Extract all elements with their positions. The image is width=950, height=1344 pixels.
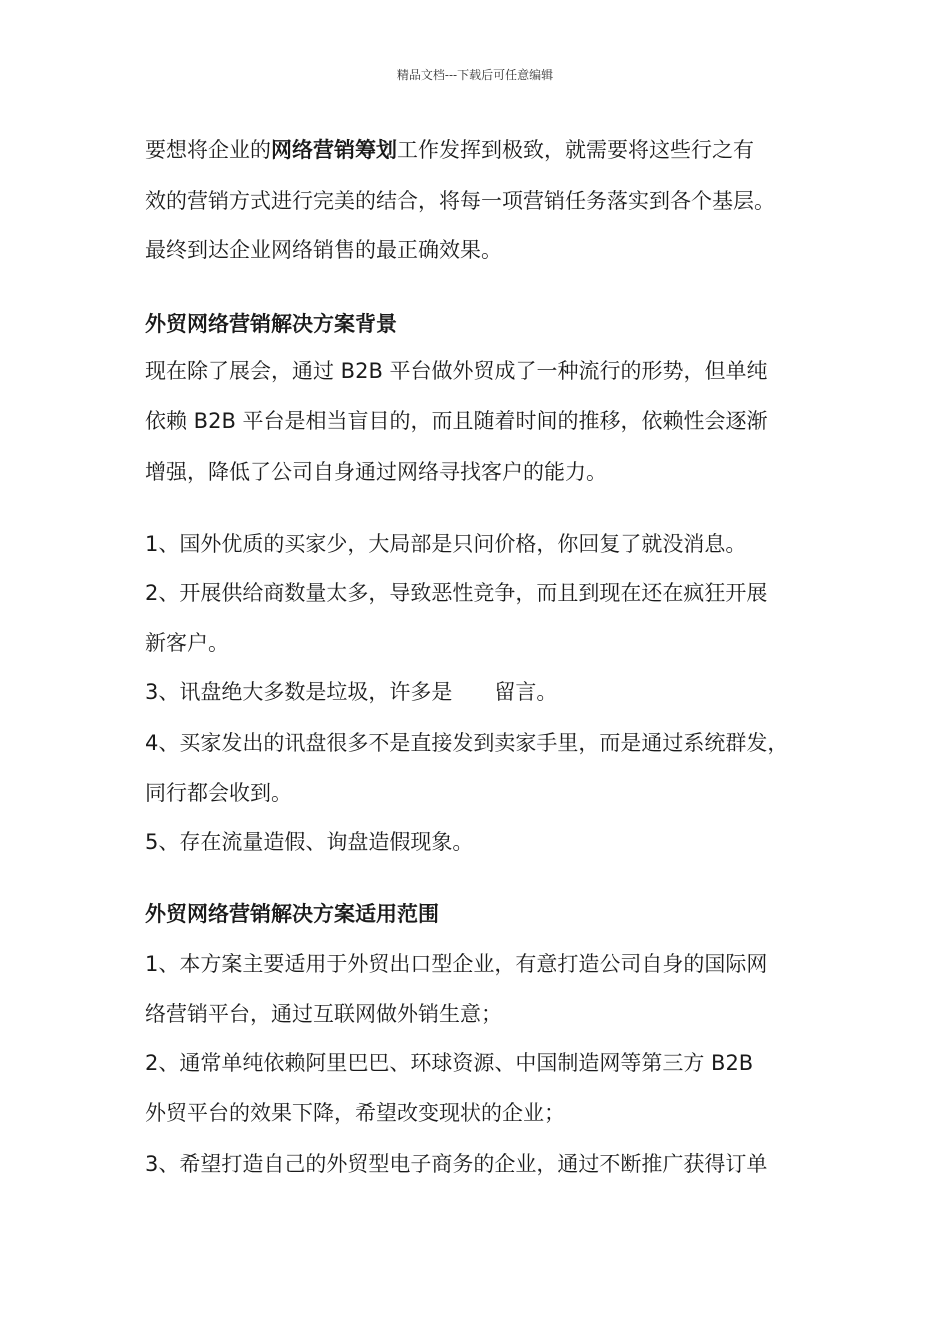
list-item: 新客户。 [145,631,229,655]
list-item: 2、通常单纯依赖阿里巴巴、环球资源、中国制造网等第三方 B2B [145,1051,754,1075]
section-heading: 外贸网络营销解决方案适用范围 [145,902,439,926]
paragraph-line: 现在除了展会，通过 B2B 平台做外贸成了一种流行的形势，但单纯 [145,359,768,383]
intro-line-3: 最终到达企业网络销售的最正确效果。 [145,238,502,262]
page-header: 精品文档---下载后可任意编辑 [396,68,554,82]
paragraph-line: 增强，降低了公司自身通过网络寻找客户的能力。 [145,460,607,484]
list-item: 3、希望打造自己的外贸型电子商务的企业，通过不断推广获得订单 [145,1152,768,1176]
list-item: 络营销平台，通过互联网做外销生意； [145,1002,502,1026]
intro-bold-term: 网络营销筹划 [271,138,397,162]
intro-line-1 [145,135,754,165]
list-item: 2、开展供给商数量太多，导致恶性竞争，而且到现在还在疯狂开展 [145,581,768,605]
intro-line-2: 效的营销方式进行完美的结合，将每一项营销任务落实到各个基层。 [145,189,775,213]
intro-text: 要想将企业的 [145,138,271,162]
list-item: 4、买家发出的讯盘很多不是直接发到卖家手里，而是通过系统群发， [145,731,789,755]
paragraph-line: 依赖 B2B 平台是相当盲目的，而且随着时间的推移，依赖性会逐渐 [145,409,768,433]
list-item: 5、存在流量造假、询盘造假现象。 [145,830,474,854]
list-item: 同行都会收到。 [145,781,292,805]
list-item: 1、国外优质的买家少，大局部是只问价格，你回复了就没消息。 [145,532,747,556]
list-item: 外贸平台的效果下降，希望改变现状的企业； [145,1101,565,1125]
list-item: 1、本方案主要适用于外贸出口型企业，有意打造公司自身的国际网 [145,952,768,976]
intro-text: 工作发挥到极致，就需要将这些行之有 [397,138,754,162]
list-item: 3、讯盘绝大多数是垃圾，许多是 留言。 [145,680,558,704]
section-heading: 外贸网络营销解决方案背景 [145,312,397,336]
